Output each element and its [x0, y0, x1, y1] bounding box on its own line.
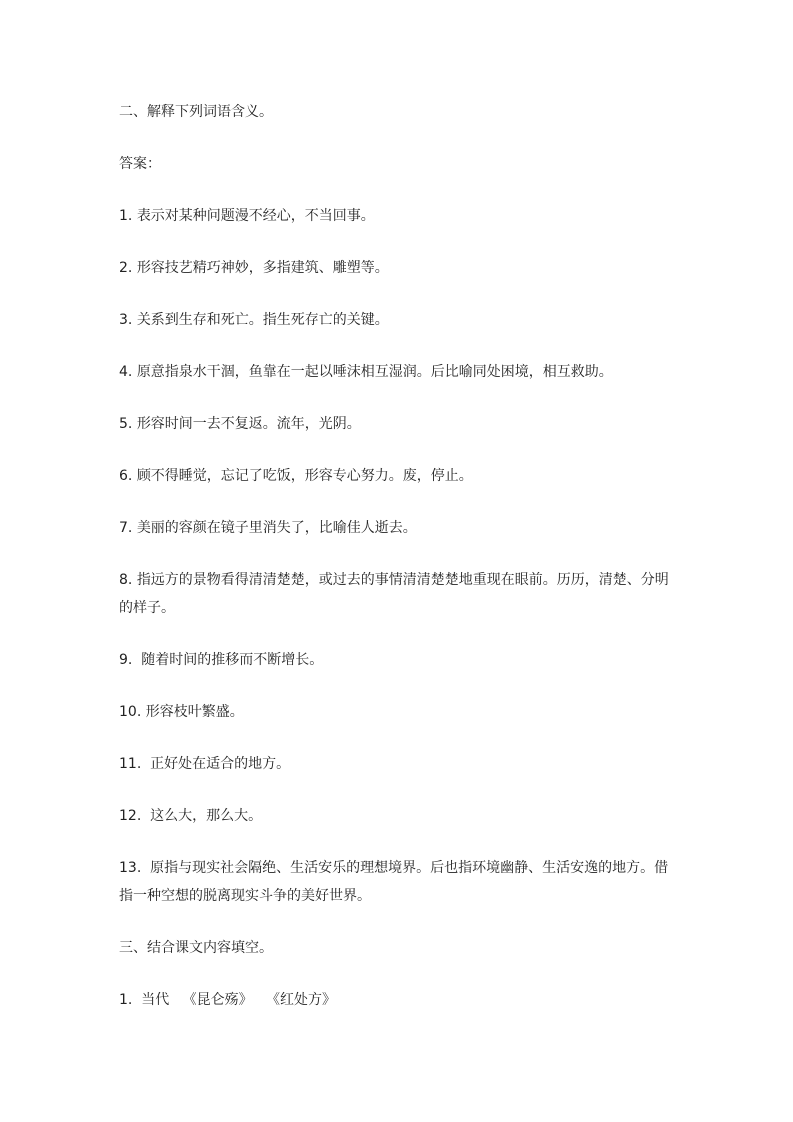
item-text: 表示对某种问题漫不经心，不当回事。 — [136, 208, 375, 224]
answer-label: 答案： — [119, 156, 161, 172]
answer-item-9 — [119, 646, 679, 674]
answer-item-3 — [119, 306, 679, 334]
item-number: 4. — [119, 364, 137, 380]
item-text: 美丽的容颜在镜子里消失了，比喻佳人逝去。 — [136, 520, 417, 536]
item-number: 8. — [119, 572, 137, 588]
item-number: 9. — [119, 652, 142, 668]
item-text: 指远方的景物看得清清楚楚，或过去的事情清清楚楚地重现在眼前。历历，清楚、分明的样子。 — [119, 572, 669, 616]
item-text: 随着时间的推移而不断增长。 — [141, 652, 324, 668]
section-2-heading: 二、解释下列词语含义。 — [119, 104, 273, 120]
item-number: 5. — [119, 416, 137, 432]
answer-item-11 — [119, 750, 679, 778]
item-text: 形容时间一去不复返。流年，光阴。 — [136, 416, 361, 432]
item-text: 原指与现实社会隔绝、生活安乐的理想境界。后也指环境幽静、生活安逸的地方。借指一种空想的脱离现实斗争的美好世界。 — [119, 860, 669, 904]
item-number: 12. — [119, 808, 151, 824]
answer-item-5 — [119, 410, 679, 438]
item-number: 3. — [119, 312, 137, 328]
item-number: 7. — [119, 520, 137, 536]
item-text: 原意指泉水干涸，鱼靠在一起以唾沫相互湿润。后比喻同处困境，相互救助。 — [136, 364, 613, 380]
item-text: 正好处在适合的地方。 — [150, 756, 291, 772]
answer-item-8 — [119, 566, 679, 622]
item-text: 形容枝叶繁盛。 — [145, 704, 244, 720]
item-text: 顾不得睡觉，忘记了吃饭，形容专心努力。废，停止。 — [136, 468, 473, 484]
item-number: 1. — [119, 992, 142, 1008]
answer-item-13 — [119, 854, 679, 910]
fill-item-1 — [119, 986, 679, 1014]
item-number: 10. — [119, 704, 146, 720]
answer-item-10 — [119, 698, 679, 726]
answer-item-1 — [119, 202, 679, 230]
item-text: 形容技艺精巧神妙，多指建筑、雕塑等。 — [136, 260, 389, 276]
answer-item-4 — [119, 358, 679, 386]
answer-item-12 — [119, 802, 679, 830]
item-number: 6. — [119, 468, 137, 484]
item-number: 11. — [119, 756, 151, 772]
document-page — [119, 98, 679, 1038]
item-text: 当代 《昆仑殇》 《红处方》 — [141, 992, 336, 1008]
section-3-heading: 三、结合课文内容填空。 — [119, 940, 273, 956]
answer-item-2 — [119, 254, 679, 282]
item-text: 关系到生存和死亡。指生死存亡的关键。 — [136, 312, 389, 328]
answer-item-7 — [119, 514, 679, 542]
item-text: 这么大，那么大。 — [150, 808, 263, 824]
item-number: 1. — [119, 208, 137, 224]
item-number: 13. — [119, 860, 151, 876]
answer-item-6 — [119, 462, 679, 490]
item-number: 2. — [119, 260, 137, 276]
